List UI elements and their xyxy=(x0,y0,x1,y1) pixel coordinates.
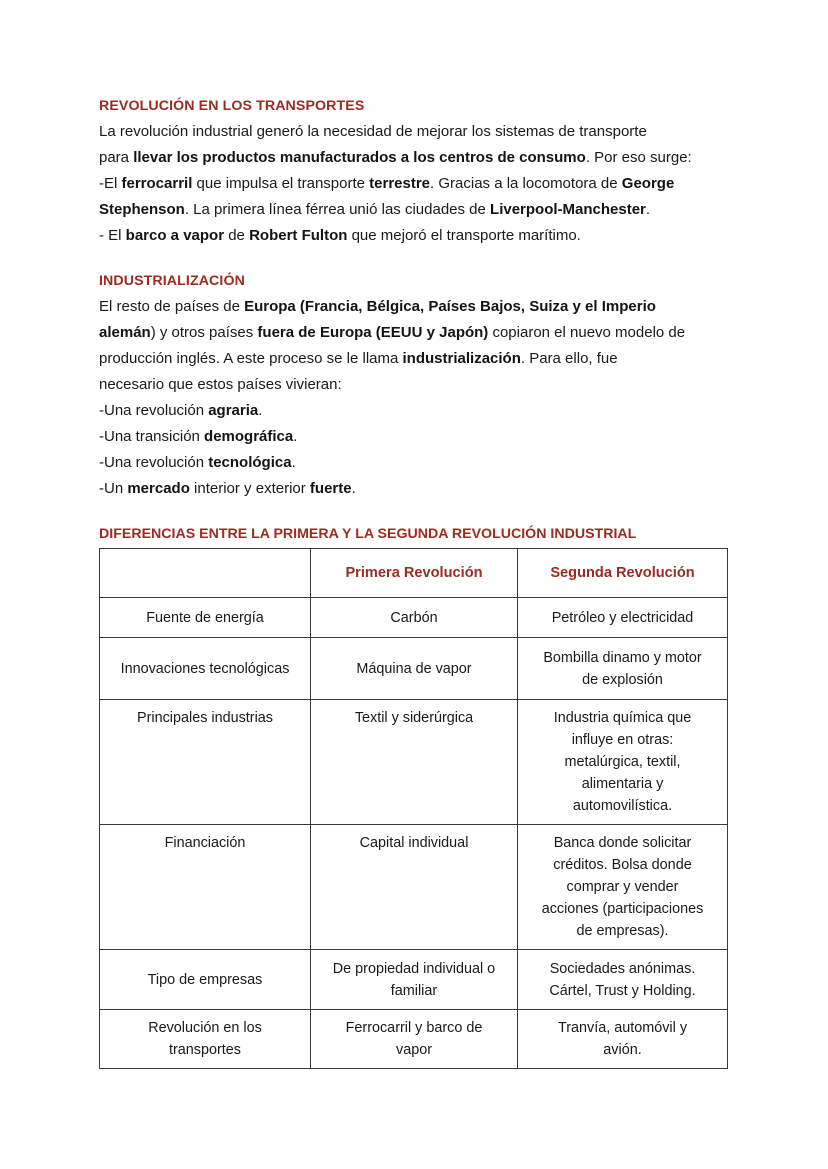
table-row xyxy=(100,598,728,638)
table-row xyxy=(100,638,728,700)
cell-text xyxy=(526,958,719,1002)
cell-text xyxy=(319,958,509,1002)
text-line xyxy=(99,476,739,502)
bold-text-run: George xyxy=(621,175,675,192)
table-row xyxy=(100,950,728,1010)
section-heading-industrializacion: INDUSTRIALIZACIÓN xyxy=(99,273,245,289)
text-line xyxy=(99,424,739,450)
text-run: ) y otros países xyxy=(150,324,258,341)
table-cell xyxy=(311,825,518,950)
cell-text xyxy=(319,607,509,629)
text-run: El resto de países de xyxy=(99,298,245,315)
text-line xyxy=(99,294,739,320)
text-run: copiaron el nuevo modelo de xyxy=(488,324,686,341)
cell-line: Industria química que xyxy=(553,710,692,726)
cell-text xyxy=(108,658,302,680)
text-run: . xyxy=(293,428,298,445)
text-run: . La primera línea férrea unió las ciudades de xyxy=(184,201,491,218)
table-header xyxy=(100,549,728,598)
text-run: . Por eso surge: xyxy=(585,149,692,166)
cell-line: automovilística. xyxy=(572,798,673,814)
text-line xyxy=(99,346,739,372)
cell-line: de explosión xyxy=(582,671,663,688)
text-run: -Una transición xyxy=(99,428,205,445)
text-run: . Gracias a la locomotora de xyxy=(430,175,622,192)
text-run: interior y exterior xyxy=(189,480,310,497)
table-cell xyxy=(311,638,518,700)
text-line xyxy=(99,372,739,398)
text-run: producción inglés. A este proceso se le llama xyxy=(99,350,403,367)
bold-text-run: tecnológica xyxy=(208,454,292,471)
cell-text xyxy=(319,658,509,680)
cell-text xyxy=(526,647,719,691)
cell-line: Petróleo y electricidad xyxy=(551,609,694,626)
cell-line: transportes xyxy=(169,1042,241,1058)
table-row xyxy=(100,825,728,950)
bold-text-run: Robert Fulton xyxy=(249,227,348,244)
section-body-transportes xyxy=(99,119,739,249)
cell-text xyxy=(526,707,719,817)
bold-text-run: Europa (Francia, Bélgica, Países Bajos, Suiza y el Imperio xyxy=(244,298,656,315)
text-line xyxy=(99,320,739,346)
table-cell xyxy=(100,1010,311,1069)
cell-line: créditos. Bolsa donde xyxy=(553,857,692,873)
text-run: . xyxy=(351,480,356,497)
table-cell xyxy=(311,598,518,638)
document-content xyxy=(99,96,739,1069)
comparison-table xyxy=(99,548,728,1069)
cell-line: influye en otras: xyxy=(571,732,674,748)
table-body xyxy=(100,598,728,1069)
cell-line: vapor xyxy=(396,1042,432,1058)
text-line xyxy=(99,398,739,424)
cell-line: metalúrgica, textil, xyxy=(564,754,681,770)
text-run: . xyxy=(291,454,296,471)
table-cell xyxy=(311,950,518,1010)
text-run: que impulsa el transporte xyxy=(192,175,370,192)
text-line xyxy=(99,145,739,171)
text-run: necesario que estos países vivieran: xyxy=(99,376,342,393)
cell-line: Revolución en los xyxy=(148,1020,262,1036)
text-run: -El xyxy=(99,175,122,192)
cell-line: Sociedades anónimas. xyxy=(549,960,696,977)
cell-text xyxy=(319,707,509,729)
cell-line: de empresas). xyxy=(576,923,669,939)
bold-text-run: agraria xyxy=(208,402,259,419)
bold-text-run: industrialización xyxy=(402,350,521,367)
bold-text-run: Liverpool-Manchester xyxy=(490,201,646,218)
text-run: de xyxy=(224,227,250,244)
table-cell xyxy=(100,598,311,638)
text-run: . xyxy=(258,402,263,419)
cell-line: alimentaria y xyxy=(581,776,664,792)
bold-text-run: llevar los productos manufacturados a los centros de consumo xyxy=(133,149,586,166)
table-row xyxy=(100,1010,728,1069)
bold-text-run: Stephenson xyxy=(99,201,185,218)
text-line xyxy=(99,171,739,197)
cell-line: Tipo de empresas xyxy=(147,971,263,988)
cell-text xyxy=(526,1017,719,1061)
bold-text-run: fuera de Europa (EEUU y Japón) xyxy=(257,324,489,341)
bold-text-run: terrestre xyxy=(369,175,431,192)
table-cell xyxy=(518,1010,728,1069)
table-cell xyxy=(100,825,311,950)
cell-line: Carbón xyxy=(390,609,438,626)
cell-line: Principales industrias xyxy=(137,710,273,726)
cell-line: acciones (participaciones xyxy=(541,901,704,917)
text-line xyxy=(99,450,739,476)
bold-text-run: demográfica xyxy=(204,428,294,445)
spacer xyxy=(99,249,739,271)
text-line xyxy=(99,119,739,145)
cell-text xyxy=(108,832,302,854)
text-run: . Para ello, fue xyxy=(520,350,618,367)
text-run: La revolución industrial generó la necesidad de mejorar los sistemas de transporte xyxy=(99,123,647,140)
cell-line: Ferrocarril y barco de xyxy=(345,1020,483,1036)
cell-text xyxy=(526,832,719,942)
text-run: -Una revolución xyxy=(99,402,209,419)
cell-text xyxy=(319,832,509,854)
table-cell xyxy=(100,638,311,700)
cell-line: Bombilla dinamo y motor xyxy=(543,649,702,666)
cell-text xyxy=(108,969,302,991)
table-cell xyxy=(518,638,728,700)
cell-line: Tranvía, automóvil y xyxy=(557,1020,688,1036)
cell-line: Textil y siderúrgica xyxy=(354,710,474,726)
cell-line: comprar y vender xyxy=(566,879,679,895)
table-heading-diferencias: DIFERENCIAS ENTRE LA PRIMERA Y LA SEGUNDA REVOLUCIÓN INDUSTRIAL xyxy=(99,526,637,542)
cell-line: familiar xyxy=(390,982,438,999)
cell-text xyxy=(526,607,719,629)
text-line xyxy=(99,197,739,223)
table-cell xyxy=(311,700,518,825)
table-cell xyxy=(311,1010,518,1069)
table-cell xyxy=(100,950,311,1010)
table-header-cell-segunda: Segunda Revolución xyxy=(518,549,728,598)
section-heading-transportes: REVOLUCIÓN EN LOS TRANSPORTES xyxy=(99,98,365,114)
table-row xyxy=(100,700,728,825)
cell-line: Banca donde solicitar xyxy=(553,835,692,851)
bold-text-run: alemán xyxy=(99,324,151,341)
cell-text xyxy=(108,1017,302,1061)
bold-text-run: mercado xyxy=(127,480,190,497)
cell-line: avión. xyxy=(603,1042,642,1058)
cell-line: Innovaciones tecnológicas xyxy=(120,660,290,677)
cell-line: Máquina de vapor xyxy=(356,660,472,677)
text-run: -Un xyxy=(99,480,128,497)
cell-text xyxy=(319,1017,509,1061)
bold-text-run: fuerte xyxy=(309,480,352,497)
table-cell xyxy=(518,950,728,1010)
text-run: - El xyxy=(99,227,126,244)
text-run: que mejoró el transporte marítimo. xyxy=(347,227,581,244)
table-cell xyxy=(518,700,728,825)
text-run: . xyxy=(645,201,651,218)
text-run: -Una revolución xyxy=(99,454,209,471)
section-body-industrializacion xyxy=(99,294,739,502)
table-header-row xyxy=(100,549,728,598)
text-run: para xyxy=(99,149,134,166)
table-cell xyxy=(100,700,311,825)
bold-text-run: barco a vapor xyxy=(125,227,225,244)
cell-text xyxy=(108,607,302,629)
table-cell xyxy=(518,598,728,638)
cell-line: Financiación xyxy=(164,835,246,851)
cell-line: De propiedad individual o xyxy=(332,960,496,977)
cell-line: Cártel, Trust y Holding. xyxy=(549,982,696,999)
cell-line: Fuente de energía xyxy=(146,609,264,626)
text-line xyxy=(99,223,739,249)
table-header-cell-primera: Primera Revolución xyxy=(311,549,518,598)
table-cell xyxy=(518,825,728,950)
cell-text xyxy=(108,707,302,729)
cell-line: Capital individual xyxy=(359,835,469,851)
bold-text-run: ferrocarril xyxy=(121,175,193,192)
spacer xyxy=(99,502,739,524)
table-header-cell-blank xyxy=(100,549,311,598)
